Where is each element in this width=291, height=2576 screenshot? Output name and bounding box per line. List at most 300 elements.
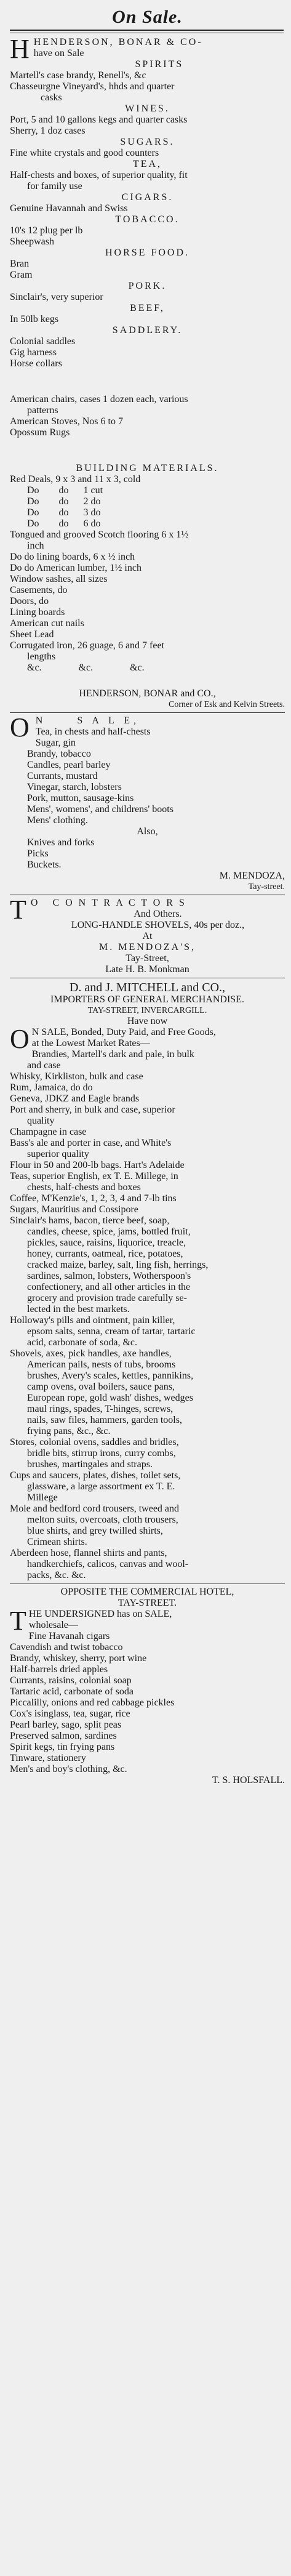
ad1-line (10, 137, 285, 148)
ad1c-line (10, 552, 285, 563)
ad5-line (10, 1697, 285, 1709)
ad2-line (10, 749, 285, 760)
line-text: frying pans, &c., &c. (27, 1426, 111, 1436)
line-text: HENDERSON, BONAR & CO- (33, 37, 203, 47)
line-text: Crimean shirts. (27, 1537, 87, 1547)
ad4-line (10, 1426, 285, 1437)
line-text: American Stoves, Nos 6 to 7 (10, 416, 123, 427)
line-text: Cox's isinglass, tea, sugar, rice (10, 1709, 130, 1719)
line-text: cracked maize, barley, salt, ling fish, herrings, (27, 1260, 209, 1270)
ad2-line (10, 804, 285, 815)
line-text: IMPORTERS OF GENERAL MERCHANDISE. (50, 994, 244, 1005)
line-text: N SALE, Bonded, Duty Paid, and Free Goods, (31, 1027, 216, 1037)
line-text: Tongued and grooved Scotch flooring 6 x 1½ (10, 529, 189, 540)
ad1-line (10, 225, 285, 236)
ad1c-line (10, 474, 285, 485)
line-text: American pails, nests of tubs, brooms (27, 1359, 176, 1370)
ad1c-line (10, 596, 285, 607)
ad4-line (10, 1404, 285, 1415)
line-text: N S A L E, (35, 715, 140, 726)
ad1-line (10, 248, 285, 259)
line-text: M. MENDOZA'S, (99, 942, 196, 952)
ad4-line (10, 1492, 285, 1503)
line-text: Stores, colonial ovens, saddles and bridles, (10, 1437, 179, 1447)
line-text: Whisky, Kirkliston, bulk and case (10, 1071, 143, 1082)
ad3-line (10, 909, 285, 920)
ad3-line (10, 920, 285, 931)
ad1c-line (10, 574, 285, 585)
line-text: Spirit kegs, tin frying pans (10, 1742, 115, 1752)
ad4-line (10, 1215, 285, 1226)
line-text: patterns (27, 405, 58, 416)
ad1c-line (10, 463, 285, 474)
ad1c-line (10, 607, 285, 618)
line-text: Colonial saddles (10, 336, 76, 347)
ad1d-line (10, 688, 285, 699)
line-text: inch (27, 541, 44, 551)
ad5-line (10, 1631, 285, 1642)
ad2-line (10, 871, 285, 882)
line-text: Aberdeen hose, flannel shirts and pants, (10, 1548, 167, 1558)
line-text: Sinclair's, very superior (10, 292, 103, 302)
line-text: maul rings, spades, T-hinges, screws, (27, 1404, 173, 1414)
ad4-line (10, 1415, 285, 1426)
line-text: Sheet Lead (10, 629, 54, 640)
line-text: at the Lowest Market Rates— (31, 1038, 150, 1049)
line-text: brushes, Avery's scales, kettles, pannikins, (27, 1371, 194, 1381)
ad4-line (10, 1382, 285, 1393)
line-text: Pork, mutton, sausage-kins (27, 793, 134, 803)
ad4-line (10, 1160, 285, 1171)
ad4-line (10, 1204, 285, 1215)
line-text: Tinware, stationery (10, 1753, 86, 1763)
drop-cap: T (10, 895, 28, 925)
line-text: TOBACCO. (115, 214, 180, 225)
ad1-line (10, 236, 285, 248)
ad5-line (10, 1620, 285, 1631)
line-text: Port, 5 and 10 gallons kegs and quarter casks (10, 115, 188, 125)
ad2-line (10, 837, 285, 848)
line-text: Martell's case brandy, Renell's, &c (10, 70, 146, 81)
ad3-line (10, 953, 285, 964)
line-text: BUILDING MATERIALS. (76, 463, 219, 473)
line-text: TAY-STREET, INVERCARGILL. (87, 1006, 207, 1015)
ad1-line (10, 170, 285, 181)
line-text: LONG-HANDLE SHOVELS, 40s per doz., (71, 920, 245, 930)
ad4-line (10, 1559, 285, 1570)
ad1-line (10, 292, 285, 303)
line-text: Sherry, 1 doz cases (10, 126, 86, 136)
ad1-line (10, 203, 285, 214)
ad4-line (10, 1315, 285, 1326)
ad4-line (10, 1359, 285, 1371)
line-text: handkerchiefs, calicos, canvas and wool- (27, 1559, 189, 1569)
ad5-line (10, 1642, 285, 1653)
line-text: Mens', womens', and childrens' boots (27, 804, 173, 815)
advert-to-contractors (10, 895, 285, 975)
line-text: Do do 2 do (27, 496, 101, 507)
line-text: SADDLERY. (112, 325, 183, 336)
ad1c-line (10, 618, 285, 629)
line-text: HENDERSON, BONAR and CO., (79, 688, 216, 699)
ad5-line (10, 1587, 285, 1598)
ad1-line (10, 81, 285, 92)
ad3-line (10, 964, 285, 975)
line-text: PORK. (128, 281, 167, 291)
line-text: pickles, sauce, raisins, liquorice, treacle, (27, 1238, 186, 1248)
ad1-line (10, 281, 285, 292)
line-text: Vinegar, starch, lobsters (27, 782, 122, 792)
line-text: camp ovens, oval boilers, sauce pans, (27, 1382, 175, 1392)
line-text: glassware, a large assortment ex T. E. (27, 1481, 175, 1492)
line-text: Sugars, Mauritius and Cossipore (10, 1204, 138, 1215)
ad1-line (10, 270, 285, 281)
line-text: for family use (27, 181, 82, 191)
ad4-line (10, 1326, 285, 1337)
ad1-line (10, 92, 285, 103)
ad4-line (10, 1393, 285, 1404)
line-text: Currants, raisins, colonial soap (10, 1675, 132, 1686)
ad4-line (10, 1249, 285, 1260)
title-rule (10, 30, 284, 33)
ad2-line (10, 738, 285, 749)
line-text: HE UNDERSIGNED has on SALE, (28, 1609, 172, 1619)
line-text: lected in the best markets. (27, 1304, 130, 1314)
ad1c-line (10, 662, 285, 674)
line-text: Tay-street. (248, 882, 285, 892)
advert-henderson-bonar (10, 34, 285, 369)
ad1c-line (10, 518, 285, 529)
ad1-line (10, 303, 285, 314)
line-text: 10's 12 plug per lb (10, 225, 83, 236)
ad2-line (10, 848, 285, 859)
ad4-line (10, 1005, 285, 1016)
line-text: HORSE FOOD. (105, 248, 189, 258)
line-text: &c. &c. &c. (27, 662, 145, 673)
line-text: Port and sherry, in bulk and case, superior (10, 1105, 175, 1115)
line-text: Sinclair's hams, bacon, tierce beef, soap, (10, 1215, 170, 1226)
ad2-line (10, 815, 285, 826)
line-text: Lining boards (10, 607, 65, 618)
line-text: Half-chests and boxes, of superior quality, fit (10, 170, 188, 180)
line-text: Half-barrels dried apples (10, 1664, 108, 1675)
ad5-line (10, 1731, 285, 1742)
ad4-line (10, 1348, 285, 1359)
line-text: Bran (10, 259, 30, 269)
ad1-line (10, 181, 285, 192)
ad4-line (10, 1127, 285, 1138)
line-text: Picks (27, 848, 49, 859)
line-text: Do do American lumber, 1½ inch (10, 563, 142, 573)
ad1c-line (10, 529, 285, 541)
ad1-line (10, 126, 285, 137)
ad1-line (10, 259, 285, 270)
line-text: Geneva, JDKZ and Eagle brands (10, 1093, 140, 1104)
ad4-line (10, 1049, 285, 1060)
ad4-line (10, 1149, 285, 1160)
line-text: TAY-STREET. (118, 1598, 177, 1608)
line-text: Piccalilly, onions and red cabbage pickles (10, 1697, 175, 1708)
line-text: Also, (137, 826, 158, 837)
ad2-line (10, 859, 285, 871)
line-text: Corrugated iron, 26 guage, 6 and 7 feet (10, 640, 165, 651)
ad1b-line (10, 416, 285, 427)
ad4-line (10, 1282, 285, 1293)
ad1-line (10, 148, 285, 159)
line-text: European rope, gold wash' dishes, wedges (27, 1393, 193, 1403)
ad3-line (10, 931, 285, 942)
ad1b-line (10, 427, 285, 438)
line-text: Chasseurgne Vineyard's, hhds and quarter (10, 81, 175, 92)
line-text: Late H. B. Monkman (105, 964, 189, 975)
advert-mitchell (10, 981, 285, 1581)
line-text: TEA, (132, 159, 162, 169)
line-text: Flour in 50 and 200-lb bags. Hart's Adelaide (10, 1160, 185, 1170)
line-text: WINES. (125, 103, 170, 114)
ad5-line (10, 1720, 285, 1731)
ad5-line (10, 1764, 285, 1775)
line-text: D. and J. MITCHELL and CO., (69, 981, 226, 994)
line-text: SPIRITS (135, 59, 184, 70)
ad4-line (10, 1448, 285, 1459)
divider (10, 712, 285, 713)
ad4-line (10, 1016, 285, 1027)
line-text: Gig harness (10, 347, 57, 358)
ad4-line (10, 1193, 285, 1204)
line-text: Brandy, whiskey, sherry, port wine (10, 1653, 147, 1664)
ad5-line (10, 1653, 285, 1664)
ad1-line (10, 214, 285, 225)
ad4-line (10, 1570, 285, 1581)
line-text: Pearl barley, sago, split peas (10, 1720, 122, 1730)
ad5-line (10, 1598, 285, 1609)
line-text: SUGARS. (120, 137, 175, 147)
page-title: On Sale. (112, 7, 183, 27)
ad5-line (10, 1686, 285, 1697)
line-text: Preserved salmon, sardines (10, 1731, 117, 1741)
ad1b-line (10, 394, 285, 405)
line-text: Currants, mustard (27, 771, 98, 781)
line-text: And Others. (134, 909, 182, 919)
line-text: Casements, do (10, 585, 68, 595)
ad4-line (10, 1293, 285, 1304)
line-text: O C O N T R A C T O R S (30, 898, 186, 908)
line-text: Do do 6 do (27, 518, 101, 529)
ad4-line (10, 1116, 285, 1127)
line-text: Knives and forks (27, 837, 95, 848)
ad4-line (10, 1371, 285, 1382)
ad1-line (10, 115, 285, 126)
ad1c-line (10, 496, 285, 507)
ad4-line (10, 981, 285, 994)
line-text: bridle bits, stirrup irons, curry combs, (27, 1448, 176, 1459)
line-text: Do do 1 cut (27, 485, 103, 496)
ad1-line (10, 192, 285, 203)
ad4-line (10, 1238, 285, 1249)
ad4-line (10, 1138, 285, 1149)
ad1c-line (10, 563, 285, 574)
advert-henderson-furniture (10, 394, 285, 438)
advert-holsfall (10, 1587, 285, 1786)
line-text: candles, cheese, spice, jams, bottled fruit, (27, 1226, 191, 1237)
ad4-line (10, 1105, 285, 1116)
line-text: grocery and provision trade carefully se- (27, 1293, 187, 1303)
line-text: Red Deals, 9 x 3 and 11 x 3, cold (10, 474, 141, 485)
ad5-line (10, 1775, 285, 1786)
ad4-line (10, 1093, 285, 1105)
ad1-line (10, 347, 285, 358)
line-text: quality (27, 1116, 55, 1126)
ad2-line (10, 760, 285, 771)
ad5-line (10, 1709, 285, 1720)
ad2-line (10, 793, 285, 804)
line-text: Horse collars (10, 358, 62, 369)
ad1b-line (10, 405, 285, 416)
line-text: melton suits, overcoats, cloth trousers, (27, 1515, 178, 1525)
line-text: Coffee, M'Kenzie's, 1, 2, 3, 4 and 7-lb tins (10, 1193, 177, 1204)
advert-building-materials (10, 463, 285, 674)
line-text: Have now (127, 1016, 168, 1026)
ad4-line (10, 1537, 285, 1548)
line-text: confectionery, and all other articles in the (27, 1282, 191, 1292)
line-text: Tay-Street, (126, 953, 169, 964)
ad1c-line (10, 651, 285, 662)
line-text: Genuine Havannah and Swiss (10, 203, 128, 214)
line-text: brushes, martingales and straps. (27, 1459, 153, 1470)
line-text: lengths (27, 651, 56, 662)
ad4-line (10, 1481, 285, 1492)
line-text: Champagne in case (10, 1127, 87, 1137)
ad4-line (10, 1260, 285, 1271)
line-text: wholesale— (28, 1620, 78, 1630)
line-text: CIGARS. (121, 192, 173, 203)
ad1-line (10, 358, 285, 369)
ad1-line (10, 48, 285, 59)
ad1-line (10, 314, 285, 325)
ad1c-line (10, 541, 285, 552)
ad4-line (10, 1470, 285, 1481)
line-text: sardines, salmon, lobsters, Wotherspoon's (27, 1271, 191, 1281)
line-text: Bass's ale and porter in case, and White's (10, 1138, 172, 1148)
line-text: OPPOSITE THE COMMERCIAL HOTEL, (60, 1587, 234, 1597)
ad5-line (10, 1753, 285, 1764)
line-text: American cut nails (10, 618, 84, 629)
ad4-line (10, 1526, 285, 1537)
line-text: Fine Havanah cigars (28, 1631, 110, 1641)
line-text: Men's and boy's clothing, &c. (10, 1764, 127, 1774)
line-text: superior quality (27, 1149, 89, 1159)
ad4-line (10, 1459, 285, 1470)
ad2-line (10, 727, 285, 738)
line-text: Mole and bedford cord trousers, tweed and (10, 1503, 180, 1514)
ad5-line (10, 1742, 285, 1753)
ad2-line (10, 882, 285, 892)
ad4-line (10, 1082, 285, 1093)
ad1-line (10, 336, 285, 347)
ad4-line (10, 1226, 285, 1238)
ad5-line (10, 1675, 285, 1686)
line-text: T. S. HOLSFALL. (212, 1775, 285, 1785)
ad4-line (10, 1548, 285, 1559)
line-text: casks (41, 92, 62, 103)
line-text: Shovels, axes, pick handles, axe handles, (10, 1348, 172, 1359)
ad1-line (10, 325, 285, 336)
line-text: Sugar, gin (35, 738, 76, 748)
line-text: Brandy, tobacco (27, 749, 91, 759)
ad2-line (10, 826, 285, 837)
line-text: American chairs, cases 1 dozen each, various (10, 394, 188, 405)
ad4-line (10, 1437, 285, 1448)
ad1-line (10, 159, 285, 170)
ad4-line (10, 1271, 285, 1282)
ad4-line (10, 1038, 285, 1049)
line-text: and case (27, 1060, 61, 1071)
ad1c-line (10, 485, 285, 496)
line-text: Rum, Jamaica, do do (10, 1082, 93, 1093)
ad4-line (10, 1304, 285, 1315)
line-text: Cavendish and twist tobacco (10, 1642, 123, 1652)
line-text: Cups and saucers, plates, dishes, toilet sets, (10, 1470, 181, 1481)
ad5-line (10, 1664, 285, 1675)
ad4-line (10, 1071, 285, 1082)
ad4-line (10, 1182, 285, 1193)
line-text: Tea, in chests and half-chests (35, 727, 151, 737)
ad4-line (10, 1337, 285, 1348)
line-text: BEEF, (130, 303, 165, 313)
line-text: Doors, do (10, 596, 49, 606)
line-text: Fine white crystals and good counters (10, 148, 159, 158)
line-text: chests, half-chests and boxes (27, 1182, 141, 1193)
line-text: Tartaric acid, carbonate of soda (10, 1686, 134, 1697)
line-text: blue shirts, and grey twilled shirts, (27, 1526, 163, 1536)
drop-cap: O (10, 712, 33, 743)
ad1-line (10, 59, 285, 70)
line-text: acid, carbonate of soda, &c. (27, 1337, 138, 1348)
line-text: Do do lining boards, 6 x ½ inch (10, 552, 135, 562)
line-text: Brandies, Martell's dark and pale, in bulk (31, 1049, 194, 1060)
ad4-line (10, 1171, 285, 1182)
ad1-line (10, 70, 285, 81)
ad1c-line (10, 640, 285, 651)
drop-cap: O (10, 1024, 30, 1054)
ad1d-line (10, 699, 285, 710)
line-text: have on Sale (33, 48, 84, 58)
ad1c-line (10, 629, 285, 640)
line-text: Millege (27, 1492, 58, 1503)
line-text: Buckets. (27, 859, 62, 870)
ad2-line (10, 771, 285, 782)
drop-cap: T (10, 1606, 26, 1636)
line-text: packs, &c. &c. (27, 1570, 86, 1580)
line-text: Gram (10, 270, 33, 280)
advert-henderson-signature (10, 688, 285, 710)
line-text: Holloway's pills and ointment, pain killer, (10, 1315, 175, 1326)
ad1c-line (10, 585, 285, 596)
line-text: Opossum Rugs (10, 427, 70, 438)
ad4-line (10, 1503, 285, 1515)
advert-mendoza-on-sale (10, 712, 285, 892)
line-text: epsom salts, senna, cream of tartar, tartaric (27, 1326, 196, 1337)
line-text: Candles, pearl barley (27, 760, 111, 770)
ad4-line (10, 1515, 285, 1526)
ad4-line (10, 1060, 285, 1071)
ad4-line (10, 994, 285, 1005)
line-text: Window sashes, all sizes (10, 574, 108, 584)
line-text: Mens' clothing. (27, 815, 88, 826)
line-text: At (142, 931, 153, 941)
line-text: Teas, superior English, ex T. E. Millege, in (10, 1171, 178, 1181)
ad1-line (10, 103, 285, 115)
